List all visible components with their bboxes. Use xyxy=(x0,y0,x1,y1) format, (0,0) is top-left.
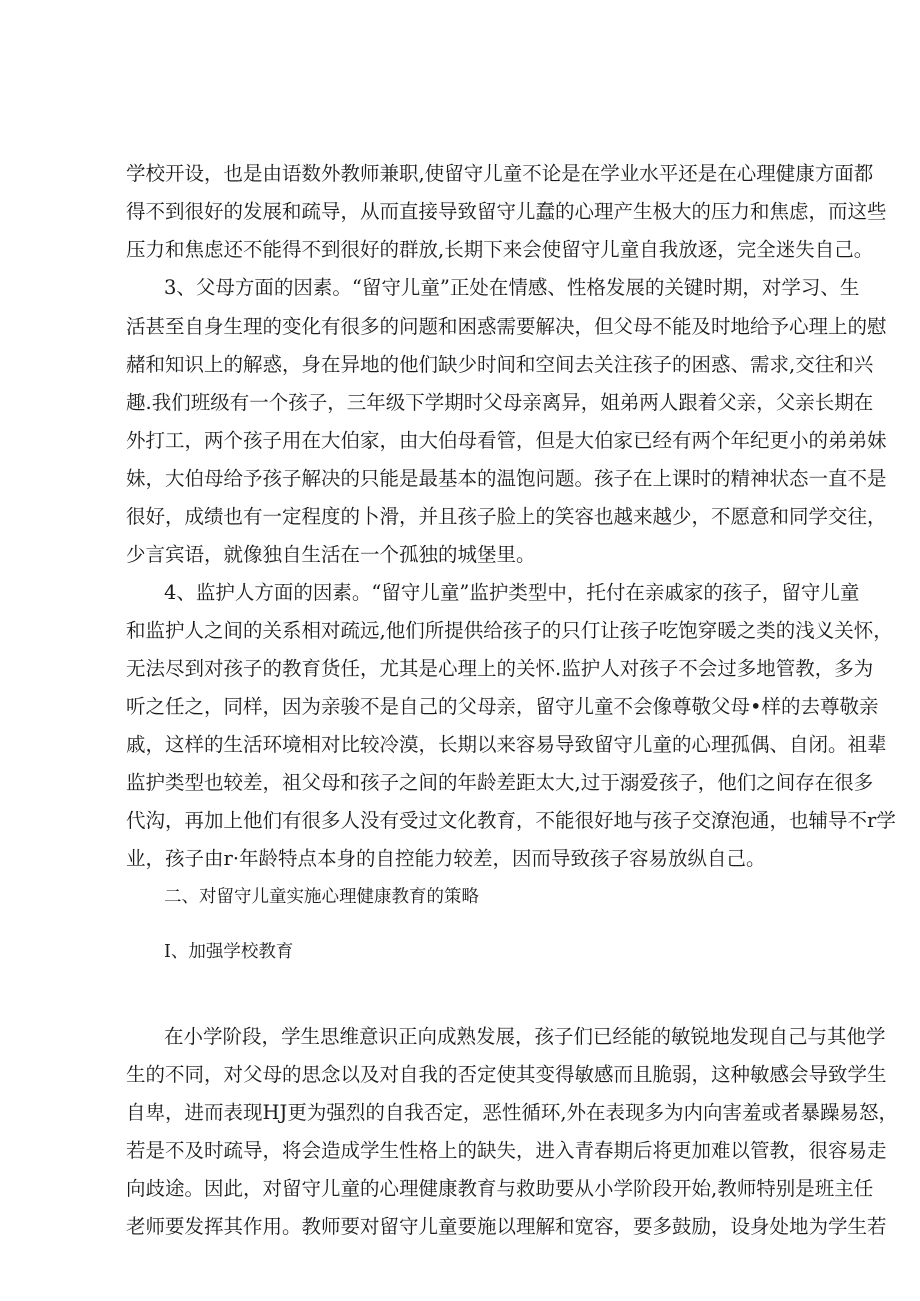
paragraph-line: 代沟，再加上他们有很多人没有受过文化教育，不能很好地与孩子交潦泡通，也辅导不r学 xyxy=(126,809,896,832)
paragraph-line: 听之任之，同样，因为亲骏不是自己的父母亲，留守儿童不会像尊敬父母•样的去尊敬亲 xyxy=(126,695,879,718)
paragraph-line: 得不到很好的发展和疏导，从而直接导致留守儿蠢的心理产生极大的压力和焦虑，而这些 xyxy=(126,200,887,223)
paragraph-line: 生的不同，对父母的思念以及对自我的否定使其变得敏感而且脆弱，这种敏感会导致学生 xyxy=(126,1063,887,1086)
subsection-heading: I、加强学校教育 xyxy=(164,942,294,962)
paragraph-line: 趣.我们班级有一个孩子，三年级下学期时父母亲离异，姐弟两人跟着父亲，父亲长期在 xyxy=(126,391,874,414)
section-heading: 二、对留守儿童实施心理健康教育的策略 xyxy=(164,887,479,907)
paragraph-line: 在小学阶段，学生思维意识正向成熟发展，孩子们已经能的敏锐地发现自己与其他学 xyxy=(164,1025,886,1048)
paragraph-line: 和监护人之间的关系相对疏远,他们所提供给孩子的只仃让孩子吃饱穿暖之类的浅义关怀， xyxy=(126,619,893,642)
paragraph-line: 很好，成绩也有一定程度的卜滑，并且孩子脸上的笑容也越来越少，不愿意和同学交往， xyxy=(126,505,887,528)
paragraph-line: 无法尽到对孩子的教育货任，尤其是心理上的关怀.监护人对孩子不会过多地管教，多为 xyxy=(126,657,874,680)
paragraph-line: 监护类型也较差，祖父母和孩子之间的年龄差距太大,过于溺爱孩子，他们之间存在很多 xyxy=(126,771,874,794)
paragraph-line: 业，孩子由r·年龄特点本身的自控能力较差，因而导致孩子容易放纵自己。 xyxy=(126,847,766,870)
paragraph-line: 压力和焦虑还不能得不到很好的群放,长期下来会使留守儿童自我放逐，完全迷失自己。 xyxy=(126,238,874,261)
paragraph-line: 戚，这样的生活环境相对比较冷漠，长期以来容易导致留守儿童的心理孤偶、自闭。祖辈 xyxy=(126,733,887,756)
paragraph-line: 若是不及时疏导，将会造成学生性格上的缺失，进入青春期后将更加难以管教，很容易走 xyxy=(126,1139,887,1162)
paragraph-line: 学校开设，也是由语数外教师兼职,使留守儿童不论是在学业水平还是在心理健康方面都 xyxy=(126,162,874,185)
paragraph-line: 少言宾语，就像独自生活在一个孤独的城堡里。 xyxy=(126,543,536,566)
paragraph-line: 妹，大伯母给予孩子解决的只能是最基本的温饱问题。孩子在上课时的精神状态一直不是 xyxy=(126,467,887,490)
paragraph-line: 向歧途。因此，对留守儿童的心理健康教育与救助要从小学阶段开始,教师特别是班主任 xyxy=(126,1177,874,1200)
paragraph-line: 4、监护人方面的因素。“留守儿童”监护类型中，托付在亲戚家的孩子，留守儿童 xyxy=(164,581,860,604)
paragraph-line: 3、父母方面的因素。“留守儿童”正处在情感、性格发展的关键时期，对学习、生 xyxy=(164,276,860,299)
paragraph-line: 赭和知识上的解惑，身在异地的他们缺少时间和空间去关注孩子的困惑、需求,交往和兴 xyxy=(126,353,874,376)
paragraph-line: 老师要发挥其作用。教师要对留守儿童要施以理解和宽容，要多鼓励，设身处地为学生若 xyxy=(126,1215,887,1238)
paragraph-line: 外打工，两个孩子用在大伯家，由大伯母看管，但是大伯家已经有两个年纪更小的弟弟妹 xyxy=(126,429,887,452)
paragraph-line: 活甚至自身生理的变化有很多的问题和困惑需要解决，但父母不能及时地给予心理上的慰 xyxy=(126,315,887,338)
paragraph-line: 自卑，进而表现HJ更为强烈的自我否定，恶性循环,外在表现多为内向害羞或者暴躁易怒， xyxy=(126,1101,899,1124)
